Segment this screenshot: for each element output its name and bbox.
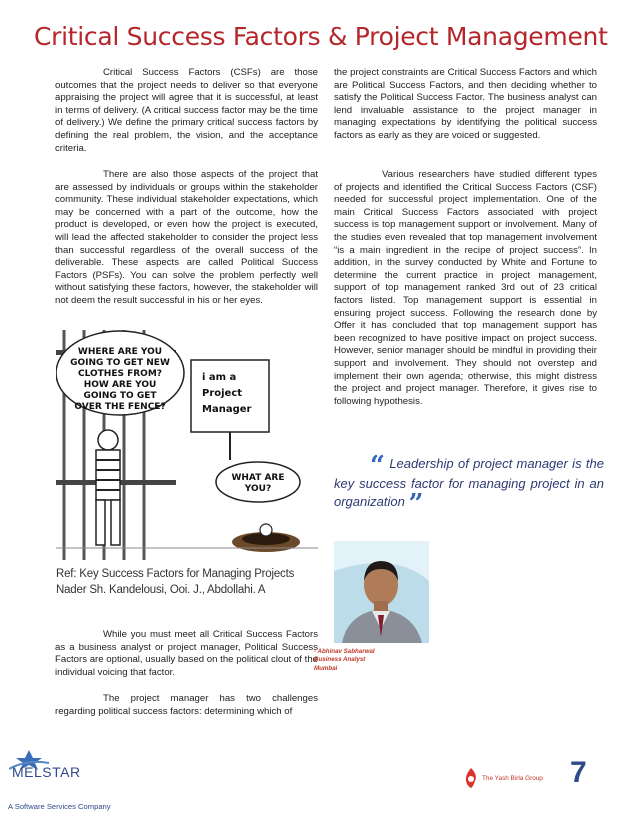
svg-text:Manager: Manager — [202, 404, 252, 415]
page-number: 7 — [570, 756, 587, 789]
svg-text:HOW ARE YOU: HOW ARE YOU — [83, 380, 157, 390]
author-photo — [334, 541, 429, 643]
close-quote-mark: ” — [408, 489, 424, 519]
svg-text:YOU?: YOU? — [244, 484, 272, 494]
author-portrait — [334, 541, 429, 643]
svg-text:GOING TO GET NEW: GOING TO GET NEW — [70, 358, 170, 368]
author-name: - Abhinav Sabharwal — [314, 648, 375, 655]
reference-authors: Nader Sh. Kandelousi, Ooi. J., Abdollahi. A — [56, 583, 266, 596]
svg-text:CLOTHES FROM?: CLOTHES FROM? — [77, 369, 163, 379]
reference-title: Ref: Key Success Factors for Managing Projects — [56, 568, 295, 580]
author-role: Business Analyst — [314, 656, 366, 664]
melstar-brand: MELSTAR — [12, 764, 81, 780]
svg-text:Project: Project — [202, 388, 243, 399]
pull-quote — [334, 451, 604, 519]
pull-quote-text: Leadership of project manager is the key success factor for managing project in an organization — [334, 456, 604, 509]
right-paragraph-1: the project constraints are Critical Success Factors and which are Political Success Factors, and then deciding whether to satisfy the Political Success Factor. The business analyst can lend invaluable assistance to the project manager in managing expectations by identifying the political success factors as early as they are voiced or suggested. — [334, 67, 597, 141]
left-paragraph-4: The project manager has two challenges regarding political success factors: determining which of — [55, 693, 318, 717]
yash-birla-logo — [463, 767, 479, 794]
author-city: Mumbai — [314, 664, 338, 672]
right-paragraph-2: Various researchers have studied different types of projects and identified the Critical Success Factors (CSF) needed for successful project implementation. One of the main Critical Success Factors associated with project success is top management support or involvement. Many of the studies even revealed that top management involvement “is a main ingredient in the recipe of project success”. In addition, in the survey conducted by White and Fortune to determine the current practice in project management, support of top management ranked 3rd out of 23 critical factors listed. Top management support is essential in ensuring project success. Following the research done by Offer it has concluded that top management support has been recognized to have positive impact on project success. However, senior manager should be mindful in providing their support and involvement. They should not overstep and implement their own agenda; otherwise, this might distress the project and project manager. Therefore, it gives rise to following hypothesis. — [334, 169, 597, 407]
company-tagline: A Software Services Company — [8, 802, 111, 811]
left-paragraph-2: There are also those aspects of the project that are assessed by individuals or groups within the stakeholder community. These individual stakeholder expectations, which may be concerned with a part of the outcome, how the product is developed, or even how the project is executed, will lead the affected stakeholder to consider the project less than successful regardless of the overall success of the deliverable. These aspects are called Political Success Factors (PSFs). You can solve the problem perfectly well without satisfying these factors, however, the stakeholder will not deem the result successful in his or her eyes. — [55, 169, 318, 306]
left-paragraph-3: While you must meet all Critical Success Factors as a business analyst or project manager, Political Success Factors are optional, usually based on the political clout of the individual voicing that factor. — [55, 629, 318, 678]
open-quote-mark: “ — [370, 451, 385, 481]
left-paragraph-1: Critical Success Factors (CSFs) are those outcomes that the project needs to deliver so that everyone appraising the project will agree that it is successful, at least in terms of delivery. (A critical success factor may be the time of delivery.) We define the primary critical success factors by defining the real problem, the vision, and the acceptance criteria. — [55, 67, 318, 154]
svg-text:GOING TO GET: GOING TO GET — [83, 391, 157, 401]
cartoon-drawing — [56, 330, 318, 560]
prison-cartoon-illustration — [56, 330, 318, 560]
svg-text:OVER THE FENCE?: OVER THE FENCE? — [74, 402, 166, 412]
flame-icon — [463, 767, 479, 789]
author-caption — [314, 648, 375, 673]
group-name: The Yash Birla Group — [482, 775, 543, 782]
svg-text:WHAT ARE: WHAT ARE — [231, 473, 285, 483]
reference-citation — [56, 567, 294, 598]
page-title: Critical Success Factors & Project Management — [34, 22, 608, 51]
svg-text:WHERE ARE YOU: WHERE ARE YOU — [77, 347, 163, 357]
svg-text:i am a: i am a — [202, 372, 237, 383]
